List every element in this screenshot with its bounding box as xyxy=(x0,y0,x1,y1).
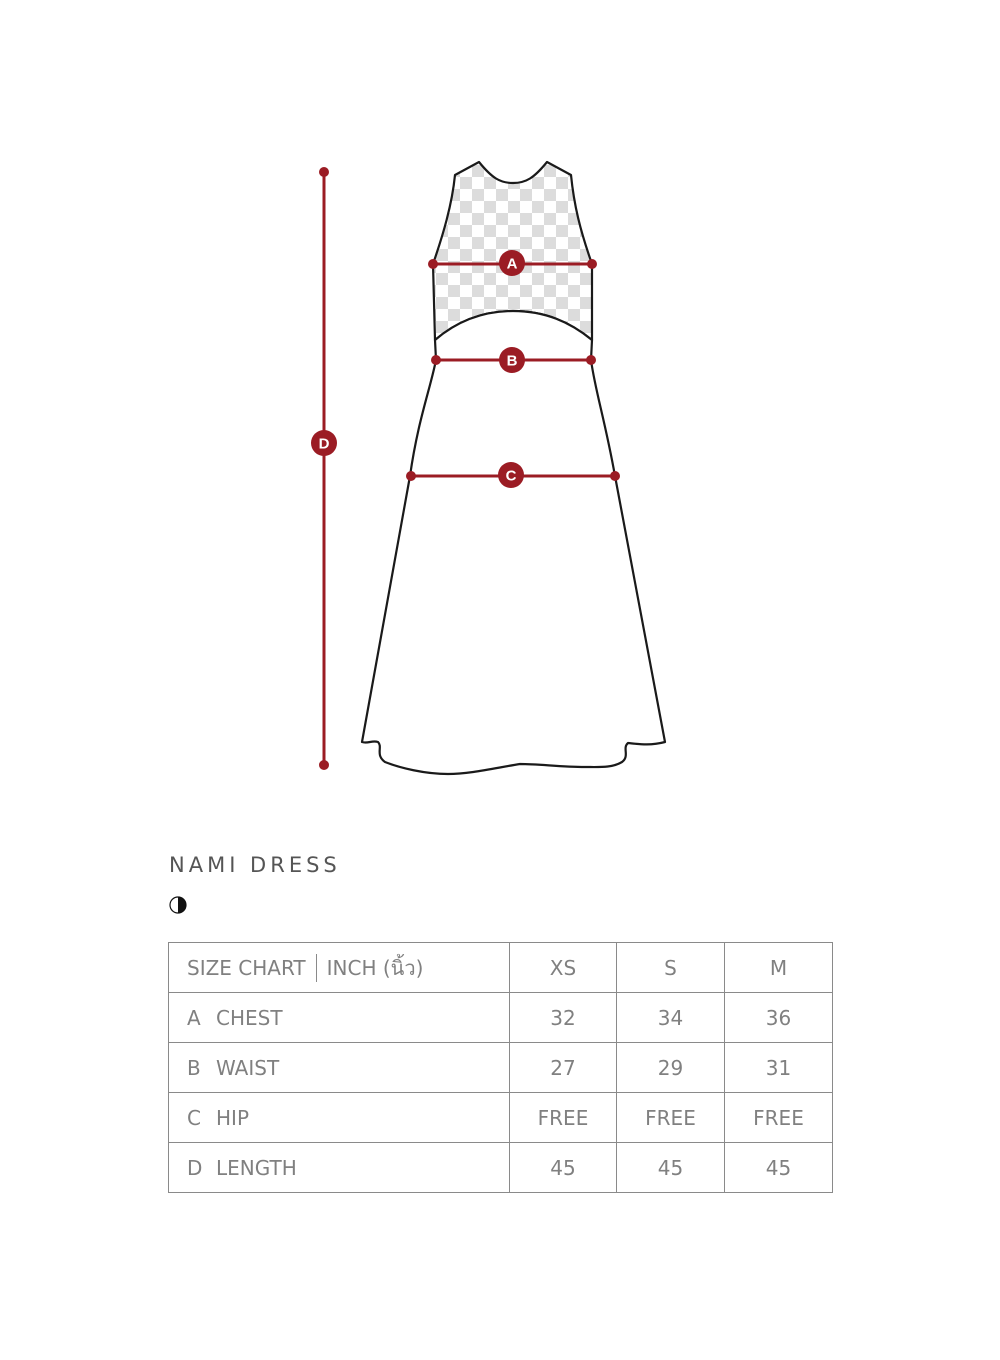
hip-xs-value: FREE xyxy=(510,1093,617,1143)
waist-xs-value: 27 xyxy=(510,1043,617,1093)
table-row-hip xyxy=(169,1093,833,1143)
marker-c-label: C xyxy=(505,467,517,485)
row-name: HIP xyxy=(216,1105,249,1130)
size-header-m: M xyxy=(725,943,833,993)
waist-s-value: 29 xyxy=(617,1043,725,1093)
row-letter: A xyxy=(187,1005,201,1030)
row-label-waist xyxy=(169,1043,510,1093)
size-header-s: S xyxy=(617,943,725,993)
length-m-value: 45 xyxy=(725,1143,833,1193)
row-letter: D xyxy=(187,1155,203,1180)
length-xs-value: 45 xyxy=(510,1143,617,1193)
marker-b-label: B xyxy=(506,352,518,370)
size-chart-table xyxy=(168,942,833,1193)
hip-s-value: FREE xyxy=(617,1093,725,1143)
row-name: WAIST xyxy=(216,1055,280,1080)
table-row-waist xyxy=(169,1043,833,1093)
measure-length-line xyxy=(311,167,337,770)
length-s-value: 45 xyxy=(617,1143,725,1193)
heading-divider xyxy=(316,954,317,982)
chest-s-value: 34 xyxy=(617,993,725,1043)
size-chart-header-row xyxy=(169,943,833,993)
chest-xs-value: 32 xyxy=(510,993,617,1043)
row-label-length xyxy=(169,1143,510,1193)
product-title: NAMI DRESS xyxy=(169,853,341,877)
color-half-circle-icon[interactable] xyxy=(169,896,187,914)
row-label-chest xyxy=(169,993,510,1043)
table-row-chest xyxy=(169,993,833,1043)
chest-m-value: 36 xyxy=(725,993,833,1043)
row-name: LENGTH xyxy=(216,1155,297,1180)
dress-skirt xyxy=(362,311,665,774)
size-chart-heading-cell xyxy=(169,943,510,993)
size-chart-unit: INCH (นิ้ว) xyxy=(326,955,424,980)
row-letter: C xyxy=(187,1105,201,1130)
row-label-hip xyxy=(169,1093,510,1143)
size-chart-title: SIZE CHART xyxy=(187,955,306,980)
waist-m-value: 31 xyxy=(725,1043,833,1093)
table-row-length xyxy=(169,1143,833,1193)
marker-d-label: D xyxy=(318,435,330,453)
marker-a-label: A xyxy=(506,255,518,273)
row-letter: B xyxy=(187,1055,201,1080)
row-name: CHEST xyxy=(216,1005,283,1030)
size-header-xs: XS xyxy=(510,943,617,993)
hip-m-value: FREE xyxy=(725,1093,833,1143)
